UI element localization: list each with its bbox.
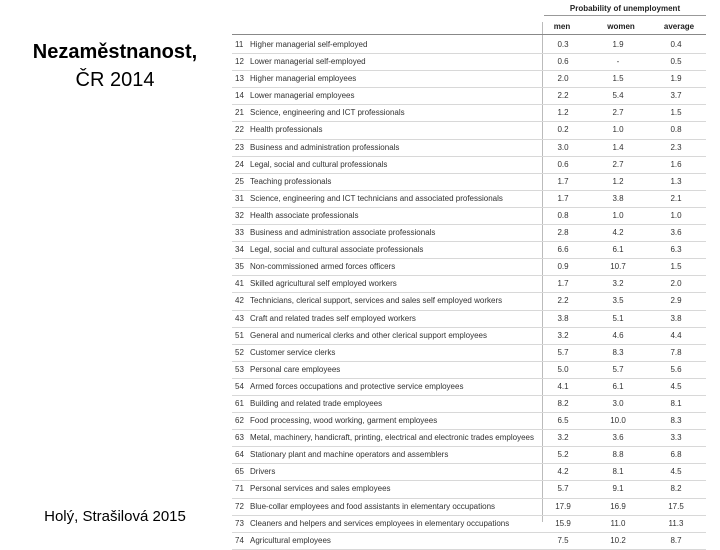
row-men: 7.5 xyxy=(557,535,569,545)
row-code: 61 xyxy=(235,398,244,408)
row-average: 1.0 xyxy=(670,210,682,220)
row-label: Lower managerial employees xyxy=(250,91,355,101)
row-average: 3.3 xyxy=(670,433,682,443)
row-label: General and numerical clerks and other clerical support employees xyxy=(250,330,488,340)
row-label: Drivers xyxy=(250,467,276,477)
row-label: Personal care employees xyxy=(250,364,341,374)
row-label: Teaching professionals xyxy=(250,176,332,186)
row-average: 3.6 xyxy=(670,228,682,238)
row-women: 5.1 xyxy=(612,313,624,323)
row-average: 2.3 xyxy=(670,142,682,152)
table-body xyxy=(232,37,706,550)
row-men: 4.2 xyxy=(557,467,569,477)
row-code: 32 xyxy=(235,210,244,220)
table-row xyxy=(232,122,706,139)
row-label: Health professionals xyxy=(250,125,323,135)
row-men: 8.2 xyxy=(557,398,569,408)
table-row xyxy=(232,362,706,379)
row-label: Science, engineering and ICT professionals xyxy=(250,108,405,118)
table-row xyxy=(232,105,706,122)
row-code: 41 xyxy=(235,279,244,289)
table-row xyxy=(232,276,706,293)
row-women: 5.4 xyxy=(612,91,624,101)
row-women: 10.7 xyxy=(610,262,626,272)
row-average: 5.6 xyxy=(670,364,682,374)
table-row xyxy=(232,447,706,464)
row-average: 2.0 xyxy=(670,279,682,289)
row-code: 54 xyxy=(235,381,244,391)
row-average: 2.9 xyxy=(670,296,682,306)
table-row xyxy=(232,174,706,191)
table-row xyxy=(232,379,706,396)
row-women: 9.1 xyxy=(612,484,624,494)
row-women: 3.0 xyxy=(612,398,624,408)
row-label: Health associate professionals xyxy=(250,210,359,220)
row-code: 24 xyxy=(235,159,244,169)
table-row xyxy=(232,71,706,88)
table-row xyxy=(232,88,706,105)
row-women: - xyxy=(616,57,620,67)
row-women: 3.6 xyxy=(612,433,624,443)
row-code: 52 xyxy=(235,347,244,357)
row-code: 74 xyxy=(235,535,244,545)
row-code: 42 xyxy=(235,296,244,306)
row-code: 51 xyxy=(235,330,244,340)
row-men: 0.2 xyxy=(557,125,569,135)
row-code: 65 xyxy=(235,467,244,477)
row-label: Science, engineering and ICT technicians and associated professionals xyxy=(250,193,503,203)
row-label: Higher managerial self-employed xyxy=(250,40,368,49)
row-men: 3.2 xyxy=(557,433,569,443)
row-women: 5.7 xyxy=(612,364,624,374)
table-row xyxy=(232,396,706,413)
row-label: Personal services and sales employees xyxy=(250,484,391,494)
row-women: 2.7 xyxy=(612,159,624,169)
row-average: 0.4 xyxy=(670,40,682,49)
row-women: 8.8 xyxy=(612,450,624,460)
row-label: Metal, machinery, handicraft, printing, electrical and electronic trades employees xyxy=(250,433,534,443)
row-code: 22 xyxy=(235,125,244,135)
row-code: 21 xyxy=(235,108,244,118)
row-average: 8.7 xyxy=(670,535,682,545)
row-women: 4.6 xyxy=(612,330,624,340)
row-women: 10.2 xyxy=(610,535,626,545)
table-row xyxy=(232,37,706,54)
row-code: 73 xyxy=(235,518,244,528)
row-code: 63 xyxy=(235,433,244,443)
row-women: 1.4 xyxy=(612,142,624,152)
row-men: 2.8 xyxy=(557,228,569,238)
table-row xyxy=(232,225,706,242)
row-label: Stationary plant and machine operators and assemblers xyxy=(250,450,449,460)
row-code: 62 xyxy=(235,416,244,426)
row-label: Blue-collar employees and food assistants in elementary occupations xyxy=(250,501,496,511)
row-men: 3.0 xyxy=(557,142,569,152)
row-women: 1.0 xyxy=(612,125,624,135)
row-women: 3.2 xyxy=(612,279,624,289)
row-men: 5.2 xyxy=(557,450,569,460)
row-women: 1.9 xyxy=(612,40,624,49)
row-code: 31 xyxy=(235,193,244,203)
row-men: 5.0 xyxy=(557,364,569,374)
table-row xyxy=(232,328,706,345)
row-women: 8.3 xyxy=(612,347,624,357)
row-label: Business and administration professionals xyxy=(250,142,400,152)
table-row xyxy=(232,516,706,533)
row-label: Lower managerial self-employed xyxy=(250,57,366,67)
row-women: 11.0 xyxy=(610,518,626,528)
row-average: 2.1 xyxy=(670,193,682,203)
row-women: 10.0 xyxy=(610,416,626,426)
row-average: 4.5 xyxy=(670,467,682,477)
row-men: 2.2 xyxy=(557,296,569,306)
row-label: Non-commissioned armed forces officers xyxy=(250,262,396,272)
row-code: 11 xyxy=(235,40,244,49)
row-men: 3.2 xyxy=(557,330,569,340)
row-average: 6.8 xyxy=(670,450,682,460)
table-row xyxy=(232,464,706,481)
row-average: 8.1 xyxy=(670,398,682,408)
row-label: Cleaners and helpers and services employees in elementary occupations xyxy=(250,518,510,528)
row-average: 1.3 xyxy=(670,176,682,186)
row-men: 6.6 xyxy=(557,245,569,255)
row-men: 1.2 xyxy=(557,108,569,118)
slide-footer: Holý, Strašilová 2015 xyxy=(44,508,186,525)
row-code: 33 xyxy=(235,228,244,238)
row-women: 2.7 xyxy=(612,108,624,118)
row-average: 11.3 xyxy=(668,518,684,528)
row-men: 0.8 xyxy=(557,210,569,220)
row-code: 53 xyxy=(235,364,244,374)
row-men: 3.8 xyxy=(557,313,569,323)
row-average: 4.5 xyxy=(670,381,682,391)
slide-title xyxy=(0,38,230,94)
row-average: 8.3 xyxy=(670,416,682,426)
row-average: 1.6 xyxy=(670,159,682,169)
row-average: 0.8 xyxy=(670,125,682,135)
table-header-title: Probability of unemployment xyxy=(544,4,706,16)
slide-title-line2: ČR 2014 xyxy=(75,69,155,91)
row-average: 1.9 xyxy=(670,74,682,84)
table-row xyxy=(232,499,706,516)
row-men: 1.7 xyxy=(557,176,569,186)
row-men: 0.3 xyxy=(557,40,569,49)
row-men: 5.7 xyxy=(557,347,569,357)
row-code: 25 xyxy=(235,176,244,186)
row-average: 0.5 xyxy=(670,57,682,67)
row-label: Higher managerial employees xyxy=(250,74,357,84)
row-men: 2.2 xyxy=(557,91,569,101)
column-header-men: men xyxy=(553,22,571,31)
table-row xyxy=(232,54,706,71)
row-women: 1.5 xyxy=(612,74,624,84)
row-label: Legal, social and cultural associate professionals xyxy=(250,245,424,255)
table-row xyxy=(232,413,706,430)
row-label: Customer service clerks xyxy=(250,347,336,357)
row-men: 1.7 xyxy=(557,193,569,203)
slide-title-line1: Nezaměstnanost, xyxy=(32,41,198,63)
header-divider xyxy=(232,34,706,35)
row-label: Craft and related trades self employed workers xyxy=(250,313,416,323)
row-code: 64 xyxy=(235,450,244,460)
row-code: 23 xyxy=(235,142,244,152)
row-label: Agricultural employees xyxy=(250,535,331,545)
row-code: 14 xyxy=(235,91,244,101)
row-men: 5.7 xyxy=(557,484,569,494)
row-average: 3.8 xyxy=(670,313,682,323)
table-row xyxy=(232,242,706,259)
row-average: 1.5 xyxy=(670,108,682,118)
table-row xyxy=(232,293,706,310)
table-row xyxy=(232,345,706,362)
column-header-women: women xyxy=(607,22,635,31)
row-women: 4.2 xyxy=(612,228,624,238)
row-women: 1.0 xyxy=(612,210,624,220)
row-code: 35 xyxy=(235,262,244,272)
row-men: 0.6 xyxy=(557,57,569,67)
row-average: 7.8 xyxy=(670,347,682,357)
row-label: Food processing, wood working, garment employees xyxy=(250,416,438,426)
row-code: 13 xyxy=(235,74,244,84)
row-code: 72 xyxy=(235,501,244,511)
row-code: 43 xyxy=(235,313,244,323)
row-women: 3.5 xyxy=(612,296,624,306)
row-average: 1.5 xyxy=(670,262,682,272)
row-men: 17.9 xyxy=(555,501,571,511)
column-header-average: average xyxy=(663,22,695,31)
row-men: 2.0 xyxy=(557,74,569,84)
row-women: 8.1 xyxy=(612,467,624,477)
table-row xyxy=(232,533,706,550)
row-label: Building and related trade employees xyxy=(250,398,383,408)
row-average: 3.7 xyxy=(670,91,682,101)
table-row xyxy=(232,191,706,208)
row-men: 15.9 xyxy=(555,518,571,528)
row-code: 71 xyxy=(235,484,244,494)
row-code: 34 xyxy=(235,245,244,255)
table-row xyxy=(232,140,706,157)
table-row xyxy=(232,430,706,447)
table-row xyxy=(232,481,706,498)
row-men: 6.5 xyxy=(557,416,569,426)
row-women: 6.1 xyxy=(612,245,624,255)
table-row xyxy=(232,208,706,225)
table-row xyxy=(232,259,706,276)
table-row xyxy=(232,157,706,174)
row-women: 3.8 xyxy=(612,193,624,203)
row-label: Armed forces occupations and protective service employees xyxy=(250,381,464,391)
table-row xyxy=(232,311,706,328)
row-label: Skilled agricultural self employed workers xyxy=(250,279,397,289)
row-label: Legal, social and cultural professionals xyxy=(250,159,388,169)
row-men: 0.9 xyxy=(557,262,569,272)
row-men: 0.6 xyxy=(557,159,569,169)
row-average: 4.4 xyxy=(670,330,682,340)
row-men: 1.7 xyxy=(557,279,569,289)
row-average: 6.3 xyxy=(670,245,682,255)
row-women: 6.1 xyxy=(612,381,624,391)
row-women: 1.2 xyxy=(612,176,624,186)
row-men: 4.1 xyxy=(557,381,569,391)
row-code: 12 xyxy=(235,57,244,67)
row-label: Technicians, clerical support, services and sales self employed workers xyxy=(250,296,503,306)
row-women: 16.9 xyxy=(610,501,626,511)
row-average: 8.2 xyxy=(670,484,682,494)
row-label: Business and administration associate professionals xyxy=(250,228,436,238)
row-average: 17.5 xyxy=(668,501,684,511)
